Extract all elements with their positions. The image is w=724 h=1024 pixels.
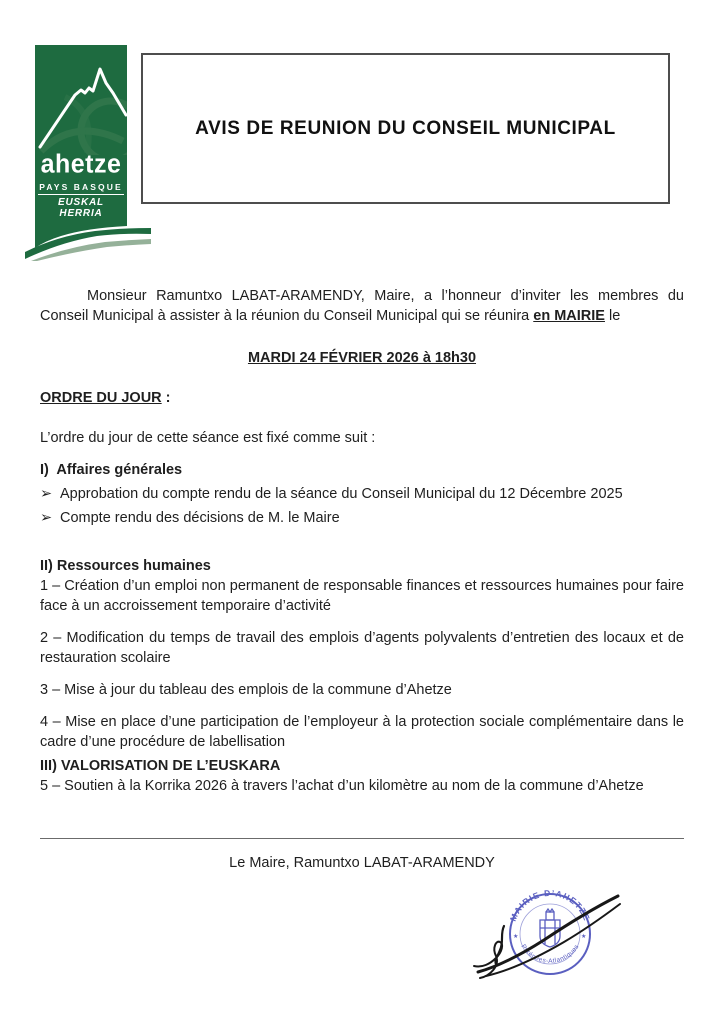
invitation-suffix: le — [604, 308, 621, 324]
logo-region-eu: EUSKAL HERRIA — [35, 197, 127, 222]
agenda-bullet-item — [40, 508, 684, 528]
agenda-heading-colon: : — [161, 390, 171, 406]
meeting-date-line — [40, 348, 684, 368]
logo-region-fr: PAYS BASQUE — [38, 182, 124, 195]
section-3-title: III) VALORISATION DE L’EUSKARA — [40, 758, 281, 774]
notice-title: AVIS DE REUNION DU CONSEIL MUNICIPAL — [195, 117, 616, 139]
invitation-paragraph — [40, 286, 684, 326]
document-body — [0, 286, 724, 873]
agenda-item: 4 – Mise en place d’une participation de l’employeur à la protection sociale complémentaire dans le cadre d’une procédure de labellisation — [40, 714, 684, 750]
logo-text-block — [35, 151, 127, 222]
logo-town-name: ahetze — [40, 149, 122, 179]
bullet-text: Approbation du compte rendu de la séance du Conseil Municipal du 12 Décembre 2025 — [60, 486, 623, 502]
footer-divider — [40, 838, 684, 839]
mountain-ridge-icon — [35, 45, 127, 155]
logo-waves-icon — [25, 221, 151, 261]
arrow-bullet-icon: ➢ — [40, 486, 53, 502]
agenda-item: 1 – Création d’un emploi non permanent de responsable finances et ressources humaines pour faire face à un accroissement temporaire d’activité — [40, 578, 684, 614]
svg-text:★: ★ — [581, 934, 587, 940]
svg-text:★: ★ — [513, 934, 519, 940]
agenda-bullet-item — [40, 484, 684, 504]
agenda-item: 5 – Soutien à la Korrika 2026 à travers l’achat d’un kilomètre au nom de la commune d’Ahetze — [40, 778, 644, 794]
meeting-date: MARDI 24 FÉVRIER 2026 à 18h30 — [247, 350, 477, 366]
signature-icon — [474, 896, 620, 978]
arrow-bullet-icon: ➢ — [40, 510, 53, 526]
agenda-heading — [40, 388, 684, 408]
stamp-bottom-text: Pyrénées-Atlantiques — [519, 943, 581, 965]
invitation-location: en MAIRIE — [533, 308, 605, 324]
notice-title-box — [141, 53, 670, 204]
document-header — [0, 0, 724, 286]
stamp-and-signature — [460, 872, 640, 1002]
signatory-line: Le Maire, Ramuntxo LABAT-ARAMENDY — [229, 855, 495, 871]
stamp-top-text: MAIRIE D’AHETZE — [507, 887, 593, 923]
ahetze-logo — [25, 45, 151, 260]
mairie-stamp-icon — [508, 888, 592, 974]
agenda-heading-text: ORDRE DU JOUR — [40, 390, 162, 406]
invitation-text: Monsieur Ramuntxo LABAT-ARAMENDY, Maire, a l’honneur d’inviter les membres du Conseil Municipal à assister à la réunion du Conseil Municipal qui se réunira — [40, 288, 684, 324]
section-2-title: II) Ressources humaines — [40, 558, 211, 574]
section-1-title: I) Affaires générales — [40, 462, 183, 478]
agenda-lead: L’ordre du jour de cette séance est fixé comme suit : — [40, 430, 376, 446]
bullet-text: Compte rendu des décisions de M. le Maire — [60, 510, 340, 526]
logo-panel — [35, 45, 127, 225]
agenda-item: 3 – Mise à jour du tableau des emplois de la commune d’Ahetze — [40, 682, 452, 698]
agenda-item: 2 – Modification du temps de travail des emplois d’agents polyvalents d’entretien des locaux et de restauration scolaire — [40, 630, 684, 666]
